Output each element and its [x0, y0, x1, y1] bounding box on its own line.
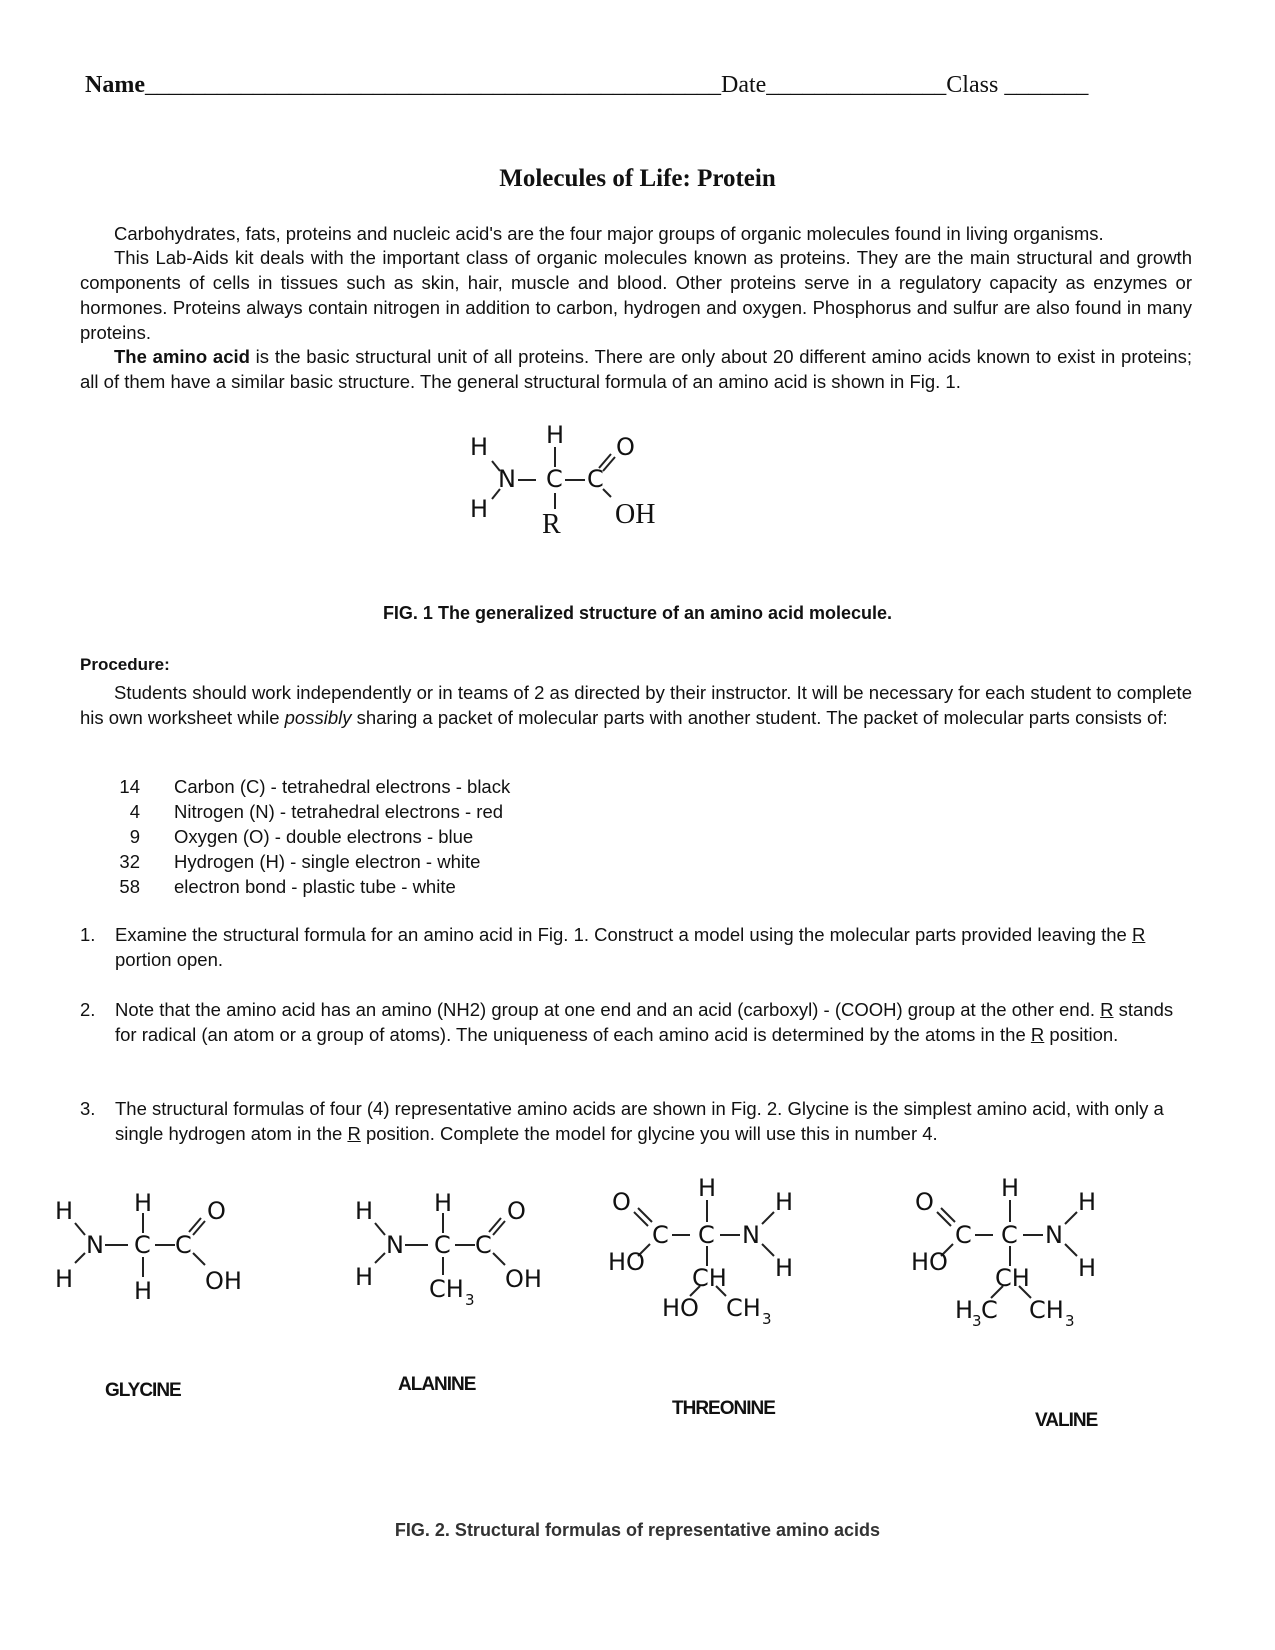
- fig1-atom-r: R: [542, 509, 561, 540]
- class-label: Class: [946, 72, 999, 98]
- atom-c: C: [698, 1221, 715, 1249]
- step-text-segment: Note that the amino acid has an amino (NH2) group at one end and an acid (carboxyl) - (COOH) group at the other end.: [115, 999, 1101, 1020]
- procedure-heading: Procedure:: [80, 655, 170, 674]
- date-label: Date: [720, 72, 767, 98]
- glycine-label: GLYCINE: [105, 1380, 181, 1401]
- atom-h: H: [775, 1254, 794, 1282]
- atom-c: C: [434, 1231, 451, 1259]
- parts-list-item: [110, 874, 510, 899]
- atom-h3c-h: H: [955, 1296, 974, 1324]
- atom-h: H: [434, 1189, 453, 1217]
- intro-paragraph-3: [80, 344, 1192, 394]
- page-title: Molecules of Life: Protein: [499, 165, 776, 192]
- intro-paragraph-3-text: is the basic structural unit of all proteins. There are only about 20 different amino acids known to exist in proteins; all of them have a similar basic structure. The general structural formula of an amino acid is shown in Fig. 1.: [80, 346, 1192, 392]
- atom-ch: CH: [692, 1264, 727, 1292]
- fig1-atom-h-alpha: H: [546, 421, 565, 449]
- atom-h: H: [355, 1263, 374, 1291]
- name-label: Name: [85, 72, 145, 98]
- parts-list: [110, 774, 510, 899]
- atom-c: C: [475, 1231, 492, 1259]
- parts-list-item: [110, 799, 510, 824]
- atom-ho: HO: [608, 1248, 645, 1276]
- atom-c: C: [175, 1231, 192, 1259]
- class-blank: _______: [1004, 72, 1089, 98]
- atom-h: H: [698, 1174, 717, 1202]
- atom-h: H: [134, 1277, 153, 1305]
- step-3: [80, 1096, 1192, 1146]
- step-1: [80, 922, 1192, 972]
- intro-paragraph-1: Carbohydrates, fats, proteins and nucleic acid's are the four major groups of organic molecules found in living organisms.: [114, 223, 1104, 244]
- fig1-atom-c-carboxyl: C: [587, 465, 604, 493]
- atom-c: C: [955, 1221, 972, 1249]
- intro-paragraph-2: This Lab-Aids kit deals with the important class of organic molecules known as proteins. They are the main structural and growth components of cells in tissues such as skin, hair, muscle and blood. Other proteins serve in a regulatory capacity as enzymes or hormones. Proteins always contain nitrogen in addition to carbon, hydrogen and oxygen. Phosphorus and sulfur are also found in many proteins.: [80, 247, 1192, 343]
- atom-o: O: [207, 1197, 226, 1225]
- step-number: 3.: [80, 1098, 96, 1119]
- subscript-3: 3: [1065, 1312, 1075, 1330]
- procedure-text-italic: possibly: [284, 707, 352, 728]
- atom-o: O: [915, 1188, 934, 1216]
- name-blank: ________________________________________________: [144, 72, 721, 98]
- fig1-amino-acid-structure: [470, 421, 700, 555]
- atom-ch: CH: [995, 1264, 1030, 1292]
- part-qty: 32: [119, 851, 140, 872]
- step-text-segment: portion open.: [115, 949, 224, 970]
- atom-n: N: [386, 1231, 404, 1259]
- step-number: 2.: [80, 999, 96, 1020]
- parts-list-item: [110, 824, 510, 849]
- fig2-caption: FIG. 2. Structural formulas of representative amino acids: [394, 1520, 881, 1540]
- fig1-atom-h-bottom: H: [470, 495, 489, 523]
- atom-oh: OH: [505, 1265, 542, 1293]
- underlined-r: R: [347, 1123, 361, 1144]
- part-desc: electron bond - plastic tube - white: [174, 876, 456, 897]
- threonine-structure: [608, 1174, 842, 1338]
- fig1-atom-n: N: [498, 465, 516, 493]
- subscript-3: 3: [762, 1310, 772, 1328]
- threonine-label: THREONINE: [672, 1398, 775, 1419]
- atom-h: H: [1001, 1174, 1020, 1202]
- glycine-structure: [55, 1189, 265, 1315]
- date-blank: _______________: [766, 72, 947, 98]
- fig1-atom-h-top: H: [470, 433, 489, 461]
- parts-list-item: [110, 774, 510, 799]
- atom-o: O: [507, 1197, 526, 1225]
- step-text-segment: position.: [1044, 1024, 1119, 1045]
- fig1-atom-c-alpha: C: [546, 465, 563, 493]
- step-text-segment: stands for radical (an atom or a group of atoms). The uniqueness of each amino acid is determined by the atoms in the: [115, 999, 1174, 1045]
- procedure-text-b: sharing a packet of molecular parts with another student. The packet of molecular parts consists of:: [351, 707, 1168, 728]
- fig1-atom-oh: OH: [615, 499, 656, 530]
- part-desc: Nitrogen (N) - tetrahedral electrons - red: [174, 801, 504, 822]
- part-desc: Carbon (C) - tetrahedral electrons - black: [174, 776, 511, 797]
- step-text: [115, 1096, 1192, 1146]
- subscript-3: 3: [972, 1312, 982, 1330]
- atom-n: N: [1045, 1221, 1063, 1249]
- atom-h: H: [355, 1197, 374, 1225]
- step-text-segment: The structural formulas of four (4) representative amino acids are shown in Fig. 2. Glycine is the simplest amino acid, with only a single hydrogen atom in the: [115, 1098, 1164, 1144]
- step-number: 1.: [80, 924, 96, 945]
- atom-h: H: [55, 1197, 74, 1225]
- atom-ch3: CH: [1029, 1296, 1064, 1324]
- procedure-text-a: Students should work independently or in teams of 2 as directed by their instructor. It will be necessary for each student to complete his own worksheet while: [80, 682, 1192, 728]
- fig1-caption: FIG. 1 The generalized structure of an amino acid molecule.: [382, 603, 893, 623]
- atom-h: H: [134, 1189, 153, 1217]
- atom-h: H: [1078, 1188, 1097, 1216]
- step-text-segment: position. Complete the model for glycine you will use this in number 4.: [360, 1123, 938, 1144]
- atom-c: C: [1001, 1221, 1018, 1249]
- atom-c: C: [652, 1221, 669, 1249]
- atom-h: H: [775, 1188, 794, 1216]
- procedure-text: [80, 680, 1192, 730]
- step-text-segment: Examine the structural formula for an amino acid in Fig. 1. Construct a model using the molecular parts provided leaving the: [115, 924, 1132, 945]
- valine-label: VALINE: [1035, 1410, 1098, 1431]
- amino-acid-term: The amino acid: [114, 346, 250, 367]
- atom-c: C: [134, 1231, 151, 1259]
- part-qty: 9: [129, 826, 140, 847]
- step-2: [80, 997, 1192, 1047]
- header-fields: [85, 72, 1088, 99]
- part-qty: 14: [119, 776, 140, 797]
- valine-structure: [911, 1174, 1155, 1348]
- atom-ho: HO: [911, 1248, 948, 1276]
- step-text: [115, 997, 1192, 1047]
- underlined-r: R: [1131, 924, 1146, 945]
- part-desc: Oxygen (O) - double electrons - blue: [174, 826, 474, 847]
- atom-o: O: [612, 1188, 631, 1216]
- atom-h: H: [1078, 1254, 1097, 1282]
- atom-ch3: CH: [726, 1294, 761, 1322]
- underlined-r: R: [1100, 999, 1114, 1020]
- fig1-atom-o: O: [616, 433, 635, 461]
- atom-n: N: [742, 1221, 760, 1249]
- atom-ho: HO: [662, 1294, 699, 1322]
- part-desc: Hydrogen (H) - single electron - white: [174, 851, 481, 872]
- alanine-label: ALANINE: [398, 1374, 476, 1395]
- atom-h3c-c: C: [981, 1296, 998, 1324]
- underlined-r: R: [1030, 1024, 1045, 1045]
- atom-ch3: CH: [429, 1275, 464, 1303]
- parts-list-item: [110, 849, 510, 874]
- subscript-3: 3: [465, 1291, 475, 1309]
- part-qty: 4: [129, 801, 140, 822]
- atom-n: N: [86, 1231, 104, 1259]
- atom-h: H: [55, 1265, 74, 1293]
- atom-oh: OH: [205, 1267, 242, 1295]
- part-qty: 58: [119, 876, 140, 897]
- step-text: [115, 922, 1192, 972]
- alanine-structure: [355, 1189, 565, 1320]
